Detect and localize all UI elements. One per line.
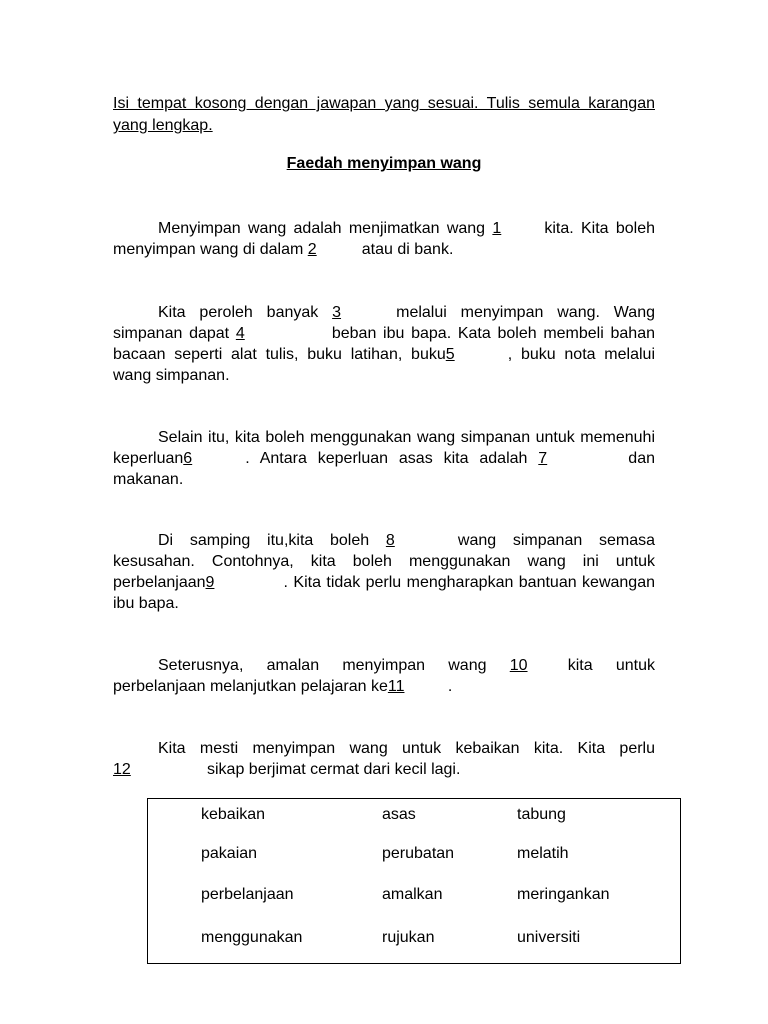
word-melatih: melatih [517, 845, 569, 862]
blank-8: 8 [385, 532, 395, 549]
word-universiti: universiti [517, 929, 581, 946]
blank-6: 6 [183, 450, 193, 467]
paragraph-text: dan makanan. [113, 450, 655, 488]
word-perubatan: perubatan [382, 845, 455, 862]
paragraph-text: Di samping itu,kita boleh [158, 532, 386, 549]
blank-4: 4 [235, 325, 245, 342]
blank-10: 10 [509, 657, 528, 674]
paragraph-text: Kita mesti menyimpan wang untuk kebaikan kita. Kita perlu [158, 740, 655, 757]
paragraph-text: beban ibu bapa. Kata boleh membeli bahan bacaan seperti alat tulis, buku latihan, buku [113, 325, 655, 363]
paragraph-5 [113, 655, 655, 697]
blank-5: 5 [445, 346, 455, 363]
blank-12: 12 [113, 761, 131, 778]
blank-3: 3 [332, 304, 342, 321]
blank-9: 9 [205, 574, 215, 591]
paragraph-3 [113, 427, 655, 490]
paragraph-text: . Antara keperluan asas kita adalah [245, 450, 539, 467]
paragraph-text: . [447, 678, 453, 695]
word-bank-box [147, 798, 681, 964]
word-pakaian: pakaian [201, 845, 258, 862]
blank-1: 1 [492, 220, 502, 237]
word-rujukan: rujukan [382, 929, 435, 946]
paragraph-text: kita. Kita boleh menyimpan wang di dalam [113, 220, 656, 258]
essay-title: Faedah menyimpan wang [286, 155, 482, 172]
paragraph-1 [113, 218, 655, 260]
paragraph-text: Seterusnya, amalan menyimpan wang [158, 657, 510, 674]
blank-7: 7 [538, 450, 548, 467]
word-kebaikan: kebaikan [201, 806, 266, 823]
paragraph-4 [113, 530, 655, 614]
paragraph-text: wang simpanan semasa kesusahan. Contohnya, kita boleh menggunakan wang ini untuk perbelanjaan [113, 532, 655, 591]
word-menggunakan: menggunakan [201, 929, 303, 946]
word-tabung: tabung [517, 806, 566, 823]
word-perbelanjaan: perbelanjaan [201, 886, 294, 903]
paragraph-text: melalui menyimpan wang. Wang simpanan dapat [113, 304, 656, 342]
blank-2: 2 [307, 241, 317, 258]
word-asas: asas [382, 806, 416, 823]
paragraph-text: Kita peroleh banyak [158, 304, 333, 321]
paragraph-text: . Kita tidak perlu mengharapkan bantuan kewangan ibu bapa. [113, 574, 655, 612]
paragraph-text: sikap berjimat cermat dari kecil lagi. [207, 761, 461, 778]
paragraph-2 [113, 302, 655, 386]
blank-11: 11 [387, 678, 405, 695]
paragraph-text: , buku nota melalui wang simpanan. [113, 346, 655, 384]
word-meringankan: meringankan [517, 886, 610, 903]
paragraph-text: Menyimpan wang adalah menjimatkan wang [158, 220, 493, 237]
paragraph-6 [113, 738, 655, 780]
paragraph-text: Selain itu, kita boleh menggunakan wang simpanan untuk memenuhi keperluan [113, 429, 655, 467]
instruction-text: Isi tempat kosong dengan jawapan yang sesuai. Tulis semula karangan yang lengkap. [113, 95, 655, 134]
paragraph-text: atau di bank. [361, 241, 454, 258]
word-amalkan: amalkan [382, 886, 443, 903]
paragraph-text: kita untuk perbelanjaan melanjutkan pelajaran ke [113, 657, 656, 695]
